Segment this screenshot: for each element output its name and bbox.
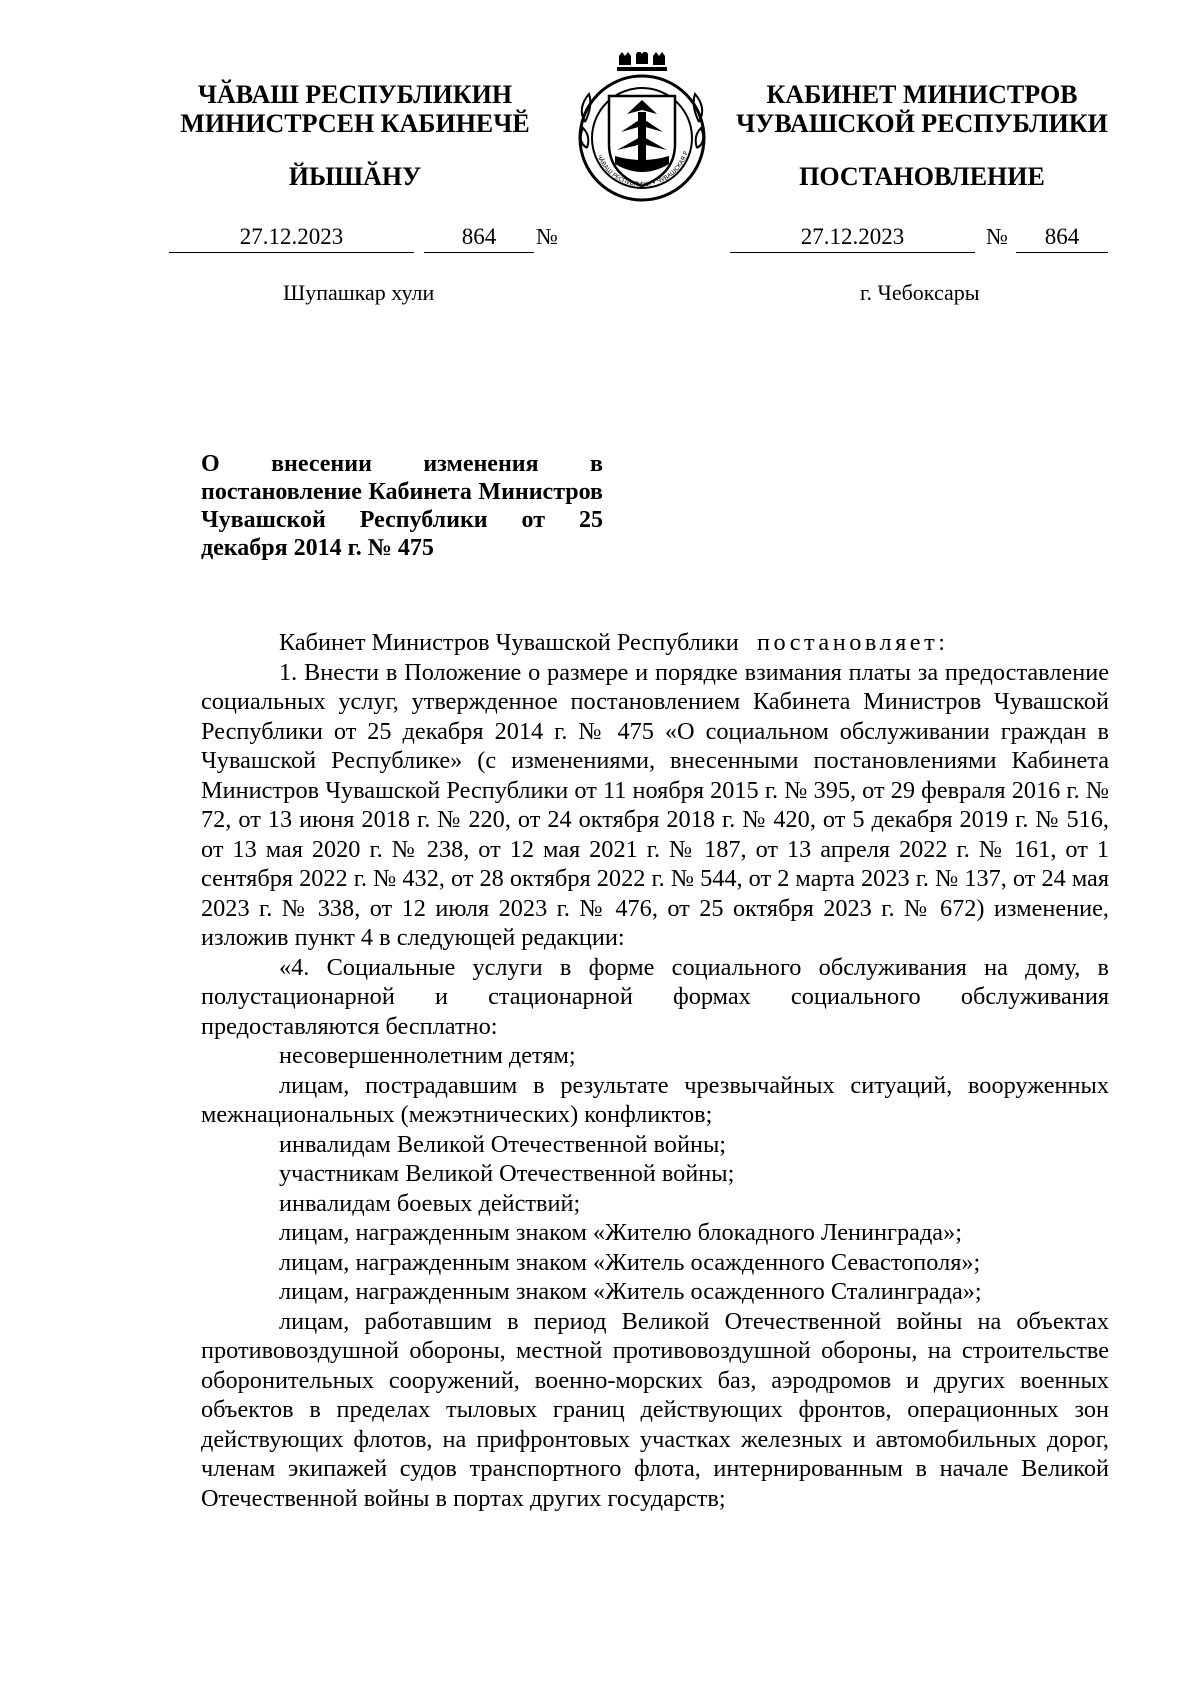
left-date: 27.12.2023 (169, 222, 414, 253)
body-paragraph: «4. Социальные услуги в форме социального обслуживания на дому, в полустационарной и стационарной формах социального обслуживания предоставляются бесплатно: (201, 953, 1109, 1040)
body-paragraph: лицам, пострадавшим в результате чрезвычайных ситуаций, вооруженных межнациональных (межэтнических) конфликтов; (201, 1071, 1109, 1128)
body-paragraphs (201, 658, 1109, 1514)
coat-of-arms (571, 52, 713, 204)
body-paragraph: лицам, работавшим в период Великой Отечественной войны на объектах противовоздушной обороны, местной противовоздушной обороны, на строительстве оборонительных сооружений, военно-морских баз, аэродромов и других военных объектов в пределах тыловых границ действующих фронтов, операционных зон действующих флотов, на прифронтовых участках железных и автомобильных дорог, членам экипажей судов транспортного флота, интернированным в начале Великой Отечественной войны в портах других государств; (201, 1307, 1109, 1512)
document-body (201, 628, 1109, 1513)
document-subject: О внесении изменения в постановление Кабинета Министров Чувашской Республики от 25 декабря 2014 г. № 475 (201, 451, 603, 561)
left-number: 864 (424, 222, 534, 253)
body-paragraph: лицам, награжденным знаком «Житель осажденного Севастополя»; (279, 1248, 981, 1276)
header-right-title (722, 80, 1122, 138)
body-paragraph: инвалидам Великой Отечественной войны; (279, 1130, 727, 1158)
right-number-sign: № (986, 224, 1008, 249)
body-paragraph: лицам, награжденным знаком «Жителю блокадного Ленинграда»; (279, 1219, 962, 1246)
header-left-doc-type: ЙЫШӐНУ (288, 162, 422, 191)
emblem-ring-text: ЧӐВАШ РЕСПУБЛИКИ • ЧУВАШСКАЯ Р (595, 150, 690, 189)
intro-spaced: постановляет: (756, 629, 949, 656)
header-right-doc-type: ПОСТАНОВЛЕНИЕ (799, 162, 1045, 191)
right-number: 864 (1016, 222, 1108, 253)
header-left-line2: МИНИСТРСЕН КАБИНЕЧӖ (180, 109, 530, 138)
header-left-line1: ЧӐВАШ РЕСПУБЛИКИН (197, 80, 513, 109)
header-right-line2: ЧУВАШСКОЙ РЕСПУБЛИКИ (736, 109, 1108, 138)
intro-paragraph (201, 628, 1109, 658)
right-place: г. Чебоксары (860, 280, 980, 305)
header-left-title (150, 80, 560, 138)
right-date: 27.12.2023 (730, 222, 975, 253)
chuvash-coat-of-arms-icon (571, 52, 713, 204)
header-right-line1: КАБИНЕТ МИНИСТРОВ (766, 80, 1078, 109)
left-number-sign: № (536, 224, 558, 249)
body-paragraph: инвалидам боевых действий; (279, 1189, 581, 1217)
body-paragraph: лицам, награжденным знаком «Житель осажденного Сталинграда»; (279, 1278, 982, 1305)
left-place: Шупашкар хули (283, 280, 435, 305)
intro-start: Кабинет Министров Чувашской Республики (279, 629, 739, 656)
body-paragraph: участникам Великой Отечественной войны; (279, 1160, 735, 1187)
body-paragraph: 1. Внести в Положение о размере и порядке взимания платы за предоставление социальных услуг, утвержденное постановлением Кабинета Министров Чувашской Республики от 25 декабря 2014 г. № 475 «О социальном обслуживании граждан в Чувашской Республике» (с изменениями, внесенными постановлениями Кабинета Министров Чувашской Республики от 11 ноября 2015 г. № 395, от 29 февраля 2016 г. № 72, от 13 июня 2018 г. № 220, от 24 октября 2018 г. № 420, от 5 декабря 2019 г. № 516, от 13 мая 2020 г. № 238, от 12 мая 2021 г. № 187, от 13 апреля 2022 г. № 161, от 1 сентября 2022 г. № 432, от 28 октября 2022 г. № 544, от 2 марта 2023 г. № 137, от 24 мая 2023 г. № 338, от 12 июля 2023 г. № 476, от 25 октября 2023 г. № 672) изменение, изложив пункт 4 в следующей редакции: (201, 658, 1109, 951)
body-paragraph: несовершеннолетним детям; (279, 1042, 576, 1069)
